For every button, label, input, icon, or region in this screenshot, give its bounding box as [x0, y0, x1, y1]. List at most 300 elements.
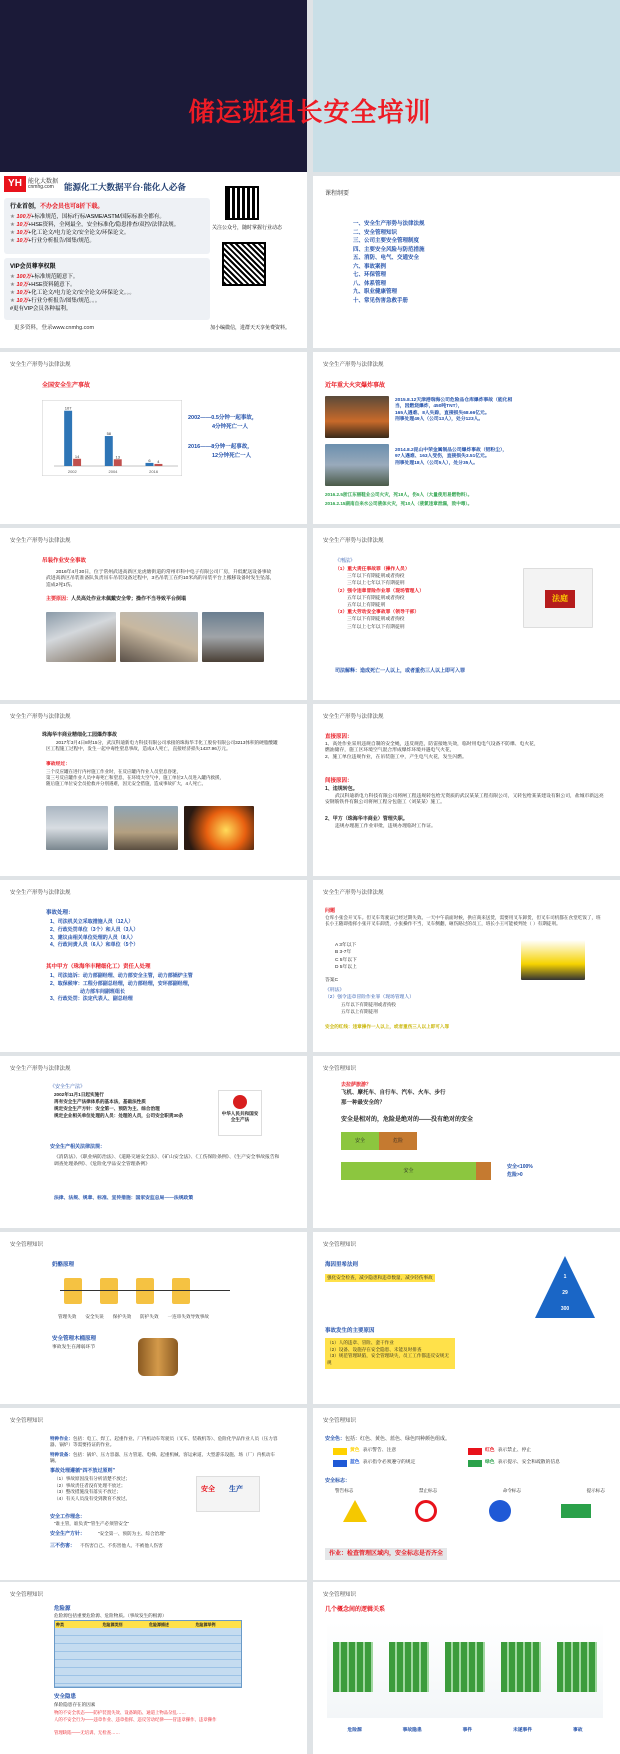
star-icon: ★ — [10, 230, 17, 236]
slide-title: 近年重大火灾爆炸事故 — [325, 383, 386, 389]
bar-事故起数-2016 — [146, 463, 154, 466]
quiz-label: 去拉萨旅游？ — [341, 1082, 372, 1088]
direct-cause-1b: 燃油储存，施工区环境空气混合形成爆炸环境并遇电气火花， — [325, 748, 455, 754]
slide-header: 安全生产形势与法律法规 — [10, 362, 71, 368]
bar-死亡人数-2002 — [73, 459, 81, 466]
color-desc: 表示指令必须遵守的规定 — [362, 1460, 416, 1466]
bar-data-label: 6 — [148, 457, 151, 463]
work-concept-title: 安全工作理念： — [50, 1514, 86, 1520]
slide-handling[interactable] — [0, 880, 307, 1052]
toc-item: 八、体系管理 — [353, 280, 387, 287]
accident-cause: （2）设备、设施存在安全隐患、未能及时排查 — [327, 1346, 422, 1352]
toc-heading: 课程纲要 — [325, 191, 350, 197]
party-a-title: 其中甲方（珠海华丰精细化工）责任人处理 — [46, 964, 151, 970]
special-equipment — [50, 1452, 282, 1464]
safety-color-item — [468, 1448, 603, 1455]
wall-block-3 — [445, 1642, 485, 1692]
industry-title: 行业首创， — [10, 204, 41, 210]
highlight-number: 10万 — [16, 238, 29, 244]
law-label: 《刑法》 — [325, 988, 345, 993]
indirect-cause-1-body: 武汉科迪新电力科技有限公司将闸工程违规转包给无资质的武汉某某工程有限公司，又转包给某某建设有限公司，盐城市新远亮安钢筋铁件有限公司将闸工程分包施工（刘某某）施工。 — [325, 794, 604, 806]
badge-safety: 安全 — [201, 1486, 215, 1493]
law-item: 五年以上有期徒刑 — [347, 602, 386, 608]
barrel-title: 安全管理木桶原理 — [52, 1336, 97, 1342]
prohibition-sign-icon — [415, 1500, 437, 1522]
presentation-title: 储运班组长安全培训 — [188, 97, 432, 127]
highlight-number: 10万 — [16, 290, 29, 296]
safety-sign-title: 安全标志： — [325, 1478, 351, 1484]
brand-url: cnmhg.com — [28, 184, 54, 190]
policy-title: 安全生产方针： — [50, 1531, 86, 1537]
color-desc: 表示警告、注意 — [362, 1448, 397, 1454]
law-footer: 安全的红线：违章操作一人以上，或者重伤三人以上即可入罪 — [325, 1024, 450, 1029]
related-laws-title: 安全生产相关法律法规： — [50, 1144, 106, 1150]
fire-case-2-loss: 97人遇难、163人受伤，直接损失3.51亿元。 — [395, 454, 490, 460]
handling-item: 4、行政问责人员（6人）和单位（5个） — [50, 942, 139, 949]
slide-header: 安全生产形势与法律法规 — [10, 1066, 71, 1072]
brand-name: 能化大数据 — [28, 179, 59, 185]
cheese-diagram — [60, 1274, 240, 1310]
accident-cause: （3）规范管理缺陷，安全管理缺失，员工工作都违反安规无规 — [327, 1353, 449, 1365]
quiz-question: 仓库小张会开叉车。但叉车驾驶证已经过期失效。一天中午前面时候，供应商来送货，需要用叉车卸货，但叉车司机都在食堂吃饭了，班长小王随即指挥小张开叉车卸货，小张操作不当，叉车侧翻，砸伤路过的员工，班长小王可能被判处（ ）有期徒刑。 — [325, 915, 601, 927]
quiz-option[interactable]: B 3-7年 — [335, 950, 352, 956]
principle-item: （1）事故原因没有分析清楚不放过； — [54, 1476, 131, 1481]
highlight-number: 10万 — [16, 298, 29, 304]
slide-safety-law[interactable] — [0, 1056, 307, 1228]
slide-header: 安全管理知识 — [323, 1242, 357, 1248]
slide-header: 安全生产形势与法律法规 — [10, 714, 71, 720]
slide-header: 安全生产形势与法律法规 — [10, 890, 71, 896]
fire-case-2 — [395, 448, 513, 467]
x-tick-label: 2004 — [108, 469, 118, 474]
concept-label: 未遂事件 — [512, 1728, 533, 1733]
special-equipment-text: 包括：锅炉、压力容器、压力管道、电梯、起重机械、客运索道、大型游乐设施、场（厂）内机动车辆。 — [50, 1452, 276, 1464]
safety-color-item — [468, 1460, 603, 1467]
item-text: +HSE资料随意下。 — [28, 282, 76, 288]
barrel-caption: 事故发生在薄弱环节 — [52, 1345, 96, 1350]
policy-text: “安全第一、预防为主、综合治理” — [98, 1531, 166, 1536]
concept-label: 事件 — [462, 1728, 473, 1733]
reason-label: 主要原因： — [46, 596, 72, 602]
slide-header: 安全生产形势与法律法规 — [323, 538, 384, 544]
slide-safety-colors[interactable] — [313, 1408, 620, 1580]
item-text: +化工论文/电力论文/安全论文/环保论文。 — [28, 230, 130, 236]
stat-note-2b: 12分钟死亡一人 — [212, 453, 252, 459]
fire-case-3: 2016.2.5浙江东丽鞋业公司火灾，死18人，伤5人（大量使用易燃物料）。 — [325, 492, 473, 497]
accident-photo-1 — [46, 612, 116, 662]
toc-item: 五、消防、电气、交通安全 — [353, 255, 420, 262]
slide-quiz-forklift[interactable] — [313, 880, 620, 1052]
vip-item — [10, 296, 204, 304]
item-text: +化工论文/电力论文/安全论文/环保论文。。。 — [28, 290, 135, 296]
accident-point: 第三号反应罐作业人员中毒死亡和窒息，在环境大空气中，施工单位2人员进入罐内救援， — [46, 775, 224, 781]
color-desc: 表示禁止、停止 — [497, 1448, 532, 1454]
law-item: 五年以下有期徒刑或者拘役 — [347, 595, 405, 601]
accident-causes-title: 事故发生的主要原因 — [325, 1328, 375, 1334]
toc-item: 九、职业健康管理 — [353, 289, 398, 296]
title-slide[interactable] — [0, 0, 307, 172]
cheese-label: 管理失效 — [58, 1314, 77, 1319]
bar-data-label: 107 — [64, 405, 72, 411]
exit-sign-icon — [561, 1504, 591, 1518]
quiz-answer: 答案C — [325, 978, 339, 983]
safety-color-title: 安全色： — [325, 1436, 346, 1442]
hazard-table-body — [55, 1628, 241, 1686]
safety-bar-row-2 — [341, 1162, 491, 1180]
industry-list — [10, 212, 204, 244]
slide-header: 安全管理知识 — [10, 1592, 44, 1598]
color-desc: 表示提示、安全和疏散的信息 — [497, 1460, 560, 1466]
law-item: 三年以上七年以下有期徒刑 — [347, 624, 405, 630]
color-swatch — [468, 1460, 482, 1467]
vip-box — [4, 258, 210, 320]
x-tick-label: 2016 — [149, 469, 159, 474]
cheese-slice-2 — [100, 1278, 118, 1304]
color-name: 红色 — [485, 1448, 495, 1454]
law-item: 三年以下有期徒刑或者拘役 — [347, 574, 405, 580]
star-icon: ★ — [10, 238, 17, 244]
law-item: （2）强令违章冒险作业罪（现场管理人） — [325, 995, 415, 1000]
star-icon: ★ — [10, 298, 17, 304]
direct-cause-title: 直接原因： — [325, 734, 353, 740]
four-principles — [54, 1476, 130, 1503]
special-ops — [50, 1436, 282, 1448]
slide-header: 安全生产形势与法律法规 — [323, 714, 384, 720]
three-no-harm-title: 三不伤害： — [50, 1543, 76, 1549]
safety-color-legend — [333, 1448, 603, 1467]
color-name: 黄色 — [350, 1448, 360, 1454]
cheese-label: 防护失效 — [140, 1314, 159, 1319]
ad-headline: 能源化工大数据平台·能化人必备 — [64, 182, 186, 192]
accident-reason — [46, 596, 186, 603]
pyramid-level-2: 29 — [562, 1290, 568, 1296]
highlight-number: 100万 — [16, 214, 32, 220]
concept-labels — [327, 1728, 603, 1734]
star-icon: ★ — [10, 274, 17, 280]
indirect-cause-title: 间接原因： — [325, 778, 353, 784]
sign-label: 禁止标志 — [418, 1488, 438, 1493]
table-header-cell: 危险源类别 — [102, 1622, 123, 1627]
item-text: +标准规范，国标/行标/ASME/ASTM/国际标准全都有。 — [31, 214, 165, 220]
cooling-tower-photo — [46, 806, 108, 850]
law-point: 2002年11月1日起实施行 — [54, 1092, 104, 1097]
slide-causes[interactable] — [313, 704, 620, 876]
accident-photo-3 — [202, 612, 264, 662]
quiz-options: 飞机、摩托车、自行车、汽车、火车、步行 — [341, 1090, 446, 1096]
color-swatch — [333, 1448, 347, 1455]
toc-item: 四、主要安全风险与防范措施 — [353, 246, 425, 253]
industry-item — [10, 212, 204, 220]
safety-signs — [335, 1488, 605, 1494]
x-tick-label: 2002 — [67, 469, 77, 474]
forklift-illustration — [521, 940, 585, 980]
fire-case-1-punish: 刑事处理49人（公司13人），处分123人。 — [395, 417, 484, 423]
slide-header: 安全管理知识 — [10, 1418, 44, 1424]
hidden-danger-subtitle: 保险隐患存在的因素 — [54, 1702, 96, 1707]
brand-logo: YH — [4, 176, 26, 192]
handling-item: 2、行政处罚单位（3个）和人员（3人） — [50, 926, 139, 933]
slide-criminal-law[interactable] — [313, 528, 620, 700]
law-item-2: 五年以下有期徒刑或者拘役 — [341, 1002, 397, 1007]
safe-segment-large: 安全 — [341, 1162, 476, 1180]
reason-text: 人员高处作业未佩戴安全带；操作不当导致平台倒塌 — [71, 596, 187, 602]
quiz-option[interactable]: A 3年以下 — [335, 943, 357, 948]
hidden-danger-title: 安全隐患 — [54, 1694, 77, 1700]
indirect-cause-1: 1、违规转包。 — [325, 786, 358, 792]
vip-list — [10, 272, 204, 304]
law-item: 三年以下有期徒刑或者拘役 — [347, 617, 405, 623]
slide-concept-logic[interactable] — [313, 1582, 620, 1754]
slide-title: 珠海华丰商业精细化工园爆炸事故 — [42, 732, 118, 738]
item-text: +行业分析报告/图集/规范。 — [28, 238, 95, 244]
star-icon: ★ — [10, 214, 17, 220]
law-point: 规定安全生产方针：安全第一、预防为主、综合治理 — [54, 1105, 160, 1111]
quiz-question: 那一种最安全的？ — [341, 1100, 386, 1106]
sign-label: 警告标志 — [335, 1488, 354, 1493]
law-points — [54, 1092, 219, 1120]
hazard-subtitle: 危险源包括重要危险源、危险物质。（事故发生的根源） — [54, 1613, 167, 1618]
mandatory-sign-icon — [489, 1500, 511, 1522]
quiz-option[interactable]: D 5年以上 — [335, 965, 357, 971]
qr1-caption: 关注公众号，随时掌握行业动态 — [212, 225, 283, 231]
book-title: 中华人民共和国安全生产法 — [221, 1111, 259, 1123]
bar-死亡人数-2016 — [154, 464, 162, 466]
party-a-item: 3、行政处罚：法定代表人、副总经理 — [50, 996, 133, 1003]
law-item-3: 五年以上有期徒刑 — [341, 1009, 378, 1014]
accident-body: 2017年3月4日8时15分，武汉科迪新电力科技有限公司承接的珠海华丰化工股份有限公司3213体积的硬脂酸罐区工程施工过程中，发生一起中毒性窒息事故，造成4人死亡，直接经济损失1437.96万元。 — [46, 740, 278, 752]
safety-color-item — [333, 1448, 468, 1455]
party-a-list — [50, 973, 193, 1004]
toc-item: 十、常见伤害急救手册 — [353, 297, 409, 304]
slide-header: 安全生产形势与法律法规 — [323, 362, 384, 368]
cheese-label: 一连串失效导致事故 — [167, 1314, 209, 1319]
hazard-title: 危险源 — [54, 1606, 71, 1612]
color-swatch — [468, 1448, 482, 1455]
hazard-table-header — [55, 1621, 241, 1628]
highlight-number: 10万 — [16, 282, 29, 288]
stat-note-1b: 4分钟死亡一人 — [212, 424, 249, 430]
title-slide-right — [313, 0, 620, 172]
slide-header: 安全生产形势与法律法规 — [323, 890, 384, 896]
slide-zhuhai-accident[interactable] — [0, 704, 307, 876]
party-a-item: 2、取保候审：工程分部副总经理，动力部经理，安环部副经理， — [50, 980, 193, 987]
star-icon: ★ — [10, 282, 17, 288]
bar-事故起数-2002 — [64, 411, 72, 466]
cheese-slice-4 — [172, 1278, 190, 1304]
slide-header: 安全管理知识 — [323, 1418, 357, 1424]
more-link[interactable]: 更多资料，登录www.cnmhg.com — [14, 325, 95, 331]
principle-item: （2）事故责任者没有处理不放过； — [54, 1482, 126, 1488]
law-label: 《安全生产法》 — [50, 1084, 86, 1090]
slide-header: 安全管理知识 — [323, 1592, 357, 1598]
safety-statement: 安全是相对的，危险是绝对的——没有绝对的安全 — [341, 1117, 474, 1123]
handling-list — [50, 919, 138, 950]
accident-points — [46, 769, 282, 787]
heinrich-title: 海因里希法则 — [325, 1262, 359, 1268]
toc-item: 六、事故案例 — [353, 263, 387, 270]
quiz-title: 问题 — [325, 908, 336, 914]
toc-list — [353, 220, 425, 305]
hidden-danger-2: 人的不安全行为——违章作业、违章指挥、违反劳动纪律——冒违章操作、违章操作 — [54, 1717, 217, 1722]
party-a-item: 动力部车间副班组长 — [80, 988, 126, 995]
law-book — [218, 1090, 262, 1136]
principle-item: （4）有关人员没有受到教育不放过。 — [54, 1495, 131, 1501]
indirect-cause-2-body: 违规办理施工作业审批，违规办理临时工作证。 — [335, 824, 436, 829]
toc-item: 七、环保管理 — [353, 272, 387, 279]
safety-color-desc: 包括：红色、黄色、蓝色、绿色四种颜色组成。 — [345, 1436, 451, 1442]
slide-header: 安全管理知识 — [323, 1066, 357, 1072]
table-header-cell: 危险源描述 — [149, 1622, 169, 1627]
star-icon: ★ — [10, 290, 17, 296]
factory-photo — [325, 444, 389, 486]
concept-label: 事故 — [572, 1728, 583, 1733]
safe-segment: 安全 — [341, 1132, 379, 1150]
concept-title: 几个概念间的逻辑关系 — [325, 1607, 386, 1613]
four-principles-title: 事故处理遵循“四不放过原则” — [50, 1468, 116, 1474]
cheese-label: 保护失效 — [112, 1314, 132, 1319]
fire-case-4: 2016.2.15湖南自来水公司液体火灾，死10人（液氯违章泄漏，致中毒）。 — [325, 501, 473, 506]
cheese-slice-3 — [136, 1278, 154, 1304]
accident-photo-2 — [120, 612, 198, 662]
three-no-harm: 不伤害自己、不伤害他人、不被他人伤害 — [80, 1543, 163, 1548]
barrel-illustration — [138, 1338, 178, 1376]
law-items — [335, 566, 424, 631]
direct-cause-2: 2、施工单位违规作业，在吊装施工中，产生电气火花，发生闪燃。 — [325, 754, 467, 760]
star-icon: ★ — [10, 222, 17, 228]
warning-sign-icon — [343, 1500, 367, 1522]
pyramid-level-3: 300 — [560, 1306, 570, 1312]
bar-data-label: 14 — [74, 453, 80, 459]
slide-hazard-sources[interactable] — [0, 1582, 307, 1754]
slide-header: 安全生产形势与法律法规 — [10, 538, 71, 544]
qr2-caption: 加小编微信，进群天天享免费资料。 — [210, 325, 291, 331]
safety-color-item — [333, 1460, 468, 1467]
slide-accident-stats[interactable] — [0, 352, 307, 524]
hidden-danger-3: 管理缺陷——无培训、无检查…… — [54, 1730, 120, 1735]
accident-causes — [325, 1338, 455, 1369]
item-text: +HSE资料，全网最全，安全标准化/隐患排查/双控/法律法规。 — [28, 222, 180, 228]
industry-item — [10, 220, 204, 228]
slide-lifting-accident[interactable] — [0, 528, 307, 700]
bar-data-label: 4 — [157, 458, 160, 464]
slide-title: 吊装作业安全事故 — [42, 558, 87, 564]
slide-special-operations[interactable] — [0, 1408, 307, 1580]
special-ops-label: 特种作业： — [50, 1436, 73, 1441]
table-header-cell: 种类 — [56, 1622, 64, 1627]
industry-box — [4, 198, 210, 254]
danger-note: 危险>0 — [507, 1172, 523, 1178]
hidden-danger-1: 物的不安全状态——防护装置失效、设备缺陷、通道上物品杂乱…… — [54, 1710, 186, 1715]
law-footer: 法律、法规、规章、标准、宣传措施：国家安监总局——法规政策 — [54, 1196, 194, 1201]
reason-label: 事故经过： — [46, 762, 70, 767]
special-equipment-label: 特种设备： — [50, 1452, 73, 1457]
color-name: 蓝色 — [350, 1460, 360, 1466]
slide-relative-safety[interactable] — [313, 1056, 620, 1228]
bar-data-label: 13 — [115, 454, 120, 460]
safety-note: 安全<100% — [507, 1164, 533, 1170]
qr-code-1 — [225, 186, 259, 220]
highlight-number: 100万 — [16, 274, 32, 280]
industry-item — [10, 236, 204, 244]
explosion-photo — [325, 396, 389, 438]
badge-production: 生产 — [229, 1486, 243, 1493]
sign-label: 命令标志 — [502, 1488, 522, 1493]
quiz-options[interactable] — [335, 942, 357, 972]
slide-title: 全国安全生产事故 — [42, 383, 91, 389]
accident-bar-chart — [42, 400, 182, 476]
handling-title: 事故处理： — [46, 910, 74, 916]
fire-case-2-text: 2014.8.2昆山中荣金属制品公司爆炸事故（铝粉尘）， — [395, 448, 508, 453]
work-concept: “谁主管，谁负责”“管生产必须管安全” — [54, 1521, 130, 1526]
pyramid-level-1: 1 — [563, 1274, 567, 1280]
slide-header: 安全管理知识 — [10, 1242, 44, 1248]
wall-block-5 — [557, 1642, 597, 1692]
indirect-cause-2: 2、甲方（珠海华丰商业）管理失职。 — [325, 816, 408, 822]
concept-diagram — [327, 1622, 603, 1718]
law-point: 规定企业相关单位处理的人员：处理的人员，公司安全职责30条 — [54, 1112, 184, 1118]
vip-more: #更有VIP会员各种福利。 — [10, 306, 72, 312]
toc-slide[interactable] — [313, 176, 620, 348]
danger-segment: 危险 — [379, 1132, 417, 1150]
toc-item: 三、公司主要安全管理制度 — [353, 238, 420, 245]
handling-item: 3、建议由相关单位处理的人员（8人） — [50, 934, 136, 941]
special-ops-text: 包括：电工、焊工、起重作业、厂内机动车驾驶员（叉车、装载机等）、危险化学品作业人员（压力容器、锅炉）等需要持证的作业。 — [50, 1436, 278, 1448]
cheese-labels — [58, 1314, 278, 1320]
slide-cheese-model[interactable] — [0, 1232, 307, 1404]
vip-item — [10, 280, 204, 288]
toc-item: 一、安全生产形势与法律法规 — [353, 221, 425, 227]
law-point: 再有安全生产法律体系的基本法，基础法性质 — [54, 1098, 146, 1104]
concept-label: 事故隐患 — [402, 1728, 422, 1733]
fire-case-1 — [395, 398, 513, 424]
quiz-option[interactable]: C 5年以下 — [335, 957, 357, 963]
ad-panel[interactable] — [0, 172, 307, 348]
accident-point: 三个反应罐在进行内衬施工作业时，在反应罐内作业人员窒息昏迷， — [46, 769, 181, 774]
heinrich-subtitle: 强化安全检查，减少隐患和违章数量，减少轻伤事故 — [325, 1274, 435, 1282]
color-name: 绿色 — [485, 1460, 495, 1466]
bar-事故起数-2004 — [105, 436, 113, 466]
concept-label: 危险源 — [347, 1728, 362, 1733]
safety-bar-row-1 — [341, 1132, 417, 1150]
court-seal: 法庭 — [545, 590, 575, 608]
safety-color-intro — [325, 1436, 450, 1443]
emblem-icon — [233, 1095, 247, 1109]
danger-segment-small — [476, 1162, 491, 1180]
cheese-title: 奶酪原理 — [52, 1262, 75, 1268]
slide-major-fires[interactable] — [313, 352, 620, 524]
fire-case-1-loss: 165人遇难、8人失踪，直接损失68.66亿元。 — [395, 410, 490, 416]
slide-heinrich[interactable] — [313, 1232, 620, 1404]
table-header-cell: 危险源举例 — [195, 1622, 216, 1627]
wall-block-2 — [389, 1642, 429, 1692]
item-text: +行业分析报告/图集/规范。。。 — [28, 298, 101, 304]
wall-block-4 — [501, 1642, 541, 1692]
highlight-number: 10万 — [16, 230, 29, 236]
law-item: （2）强令违章冒险作业罪（现场管理人） — [335, 588, 425, 594]
related-laws: 《消防法》、《职业病防治法》、《道路交通安全法》、《矿山安全法》、《工伤保险条例》、《生产安全事故报告和调查处理条例》、《危险化学品安全管理条例》 — [54, 1155, 280, 1168]
vip-item — [10, 272, 204, 280]
accident-body: 2016年4月30日，位于常州武进高新区龙虎塘街道的常州市科中电子有限公司厂房，升低配送设备事故武进高新区吊装准备队负责吊车吊装设备过程中，3名吊装工在约10米高的吊装平台上搬移设备时发生坠落，造成2死1伤。 — [46, 570, 275, 588]
law-label: 《刑法》 — [335, 558, 356, 564]
law-item: （3）重大劳动安全事故罪（领导干部） — [335, 610, 420, 616]
wall-block-1 — [333, 1642, 373, 1692]
color-swatch — [333, 1460, 347, 1467]
party-a-item: 1、司法追诉：动力部副经理、动力部安全主管，动力部锅炉主管 — [50, 973, 193, 979]
fire-photo — [184, 806, 254, 850]
industry-title-red: 不办会员也可8折下载。 — [40, 204, 104, 210]
vip-item — [10, 288, 204, 296]
law-footer: 司法解释：造成死亡一人以上，或者重伤三人以上即可入罪 — [335, 668, 466, 674]
